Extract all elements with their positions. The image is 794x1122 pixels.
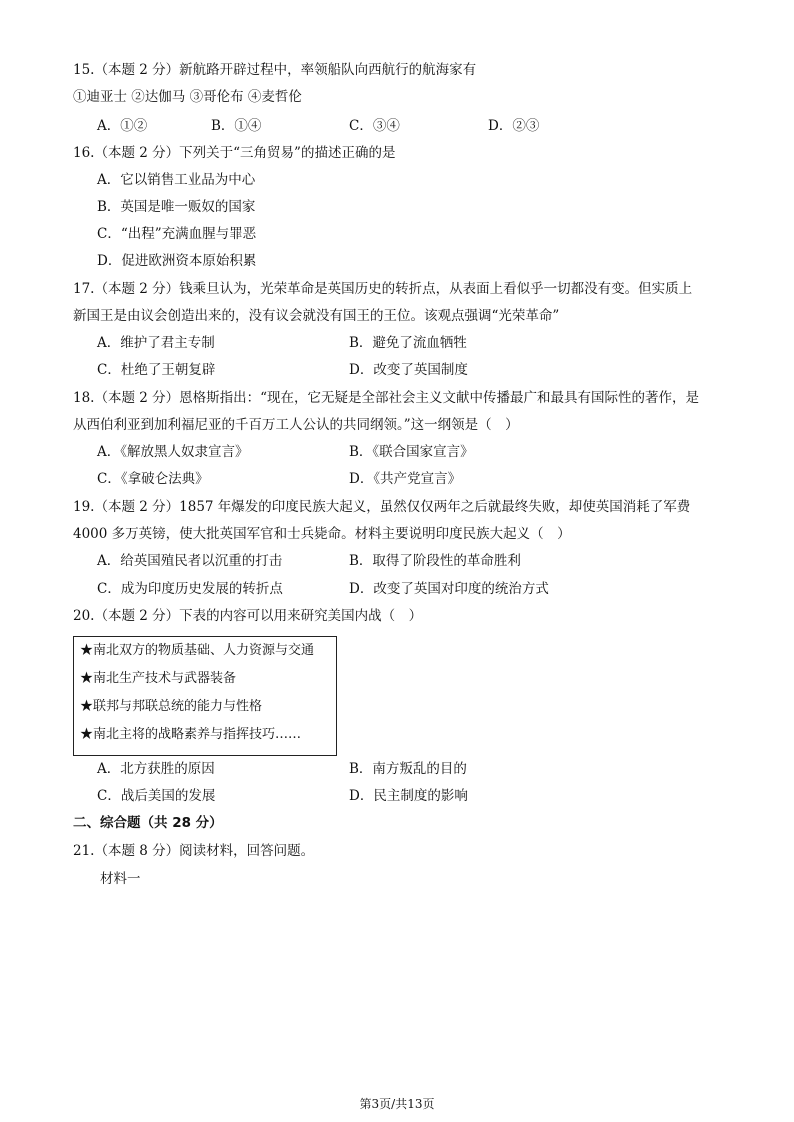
q17-option-b: B．避免了流血牺牲 <box>349 335 467 351</box>
q18-option-d: D．《共产党宣言》 <box>349 471 462 487</box>
question-19-stem-line1: 19.（本题 2 分）1857 年爆发的印度民族大起义，虽然仅仅两年之后就最终失败，却使英国消耗了军费 <box>73 499 691 515</box>
q20-material-box <box>73 636 337 756</box>
q20-box-item: ★南北主将的战略素养与指挥技巧…… <box>80 727 302 742</box>
q18-option-b: B．《联合国家宣言》 <box>349 444 474 460</box>
q19-option-b: B．取得了阶段性的革命胜利 <box>349 553 521 569</box>
question-17-stem-line2: 新国王是由议会创造出来的，没有议会就没有国王的王位。该观点强调“光荣革命” <box>73 308 560 324</box>
question-19-stem-line2: 4000 多万英镑，使大批英国军官和士兵毙命。材料主要说明印度民族大起义（ ） <box>73 526 571 542</box>
q16-option-c: C．“出程”充满血腥与罪恶 <box>97 226 257 242</box>
q18-option-a: A．《解放黑人奴隶宣言》 <box>97 444 249 460</box>
question-15-stem: 15.（本题 2 分）新航路开辟过程中，率领船队向西航行的航海家有 <box>73 62 477 78</box>
q17-option-a: A．维护了君主专制 <box>97 335 215 351</box>
q17-option-d: D．改变了英国制度 <box>349 362 468 378</box>
q15-option-b: B．①④ <box>211 118 262 134</box>
q20-box-item: ★南北生产技术与武器装备 <box>80 671 237 686</box>
question-18-stem-line1: 18.（本题 2 分）恩格斯指出：“现在，它无疑是全部社会主义文献中传播最广和最具有国际性的著作，是 <box>73 390 700 406</box>
q20-option-a: A．北方获胜的原因 <box>97 761 215 777</box>
question-15-choices: ①迪亚士 ②达伽马 ③哥伦布 ④麦哲伦 <box>73 89 302 105</box>
question-18-stem-line2: 从西伯利亚到加利福尼亚的千百万工人公认的共同纲领。”这一纲领是（ ） <box>73 417 519 433</box>
q19-option-d: D．改变了英国对印度的统治方式 <box>349 581 549 597</box>
q20-box-item: ★南北双方的物质基础、人力资源与交通 <box>80 643 315 658</box>
q16-option-b: B．英国是唯一贩奴的国家 <box>97 199 256 215</box>
q18-option-c: C．《拿破仑法典》 <box>97 471 209 487</box>
q15-option-a: A．①② <box>97 118 148 134</box>
q20-option-c: C．战后美国的发展 <box>97 788 216 804</box>
q16-option-a: A．它以销售工业品为中心 <box>97 172 256 188</box>
page-number: 第3页/共13页 <box>359 1097 435 1111</box>
q17-option-c: C．杜绝了王朝复辟 <box>97 362 216 378</box>
material-label: 材料一 <box>100 871 141 887</box>
question-17-stem-line1: 17.（本题 2 分）钱乘旦认为，光荣革命是英国历史的转折点，从表面上看似乎一切都没有变。但实质上 <box>73 281 693 297</box>
q15-option-c: C．③④ <box>349 118 400 134</box>
q15-option-d: D．②③ <box>488 118 540 134</box>
q20-box-item: ★联邦与邦联总统的能力与性格 <box>80 699 263 714</box>
q20-option-d: D．民主制度的影响 <box>349 788 468 804</box>
q19-option-c: C．成为印度历史发展的转折点 <box>97 581 283 597</box>
question-20-stem: 20.（本题 2 分）下表的内容可以用来研究美国内战（ ） <box>73 608 423 624</box>
question-16-stem: 16.（本题 2 分）下列关于“三角贸易”的描述正确的是 <box>73 145 396 161</box>
section-title: 二、综合题（共 28 分） <box>73 815 223 831</box>
q19-option-a: A．给英国殖民者以沉重的打击 <box>97 553 283 569</box>
q16-option-d: D．促进欧洲资本原始积累 <box>97 253 257 269</box>
q20-option-b: B．南方叛乱的目的 <box>349 761 467 777</box>
question-21-stem: 21.（本题 8 分）阅读材料，回答问题。 <box>73 843 315 859</box>
